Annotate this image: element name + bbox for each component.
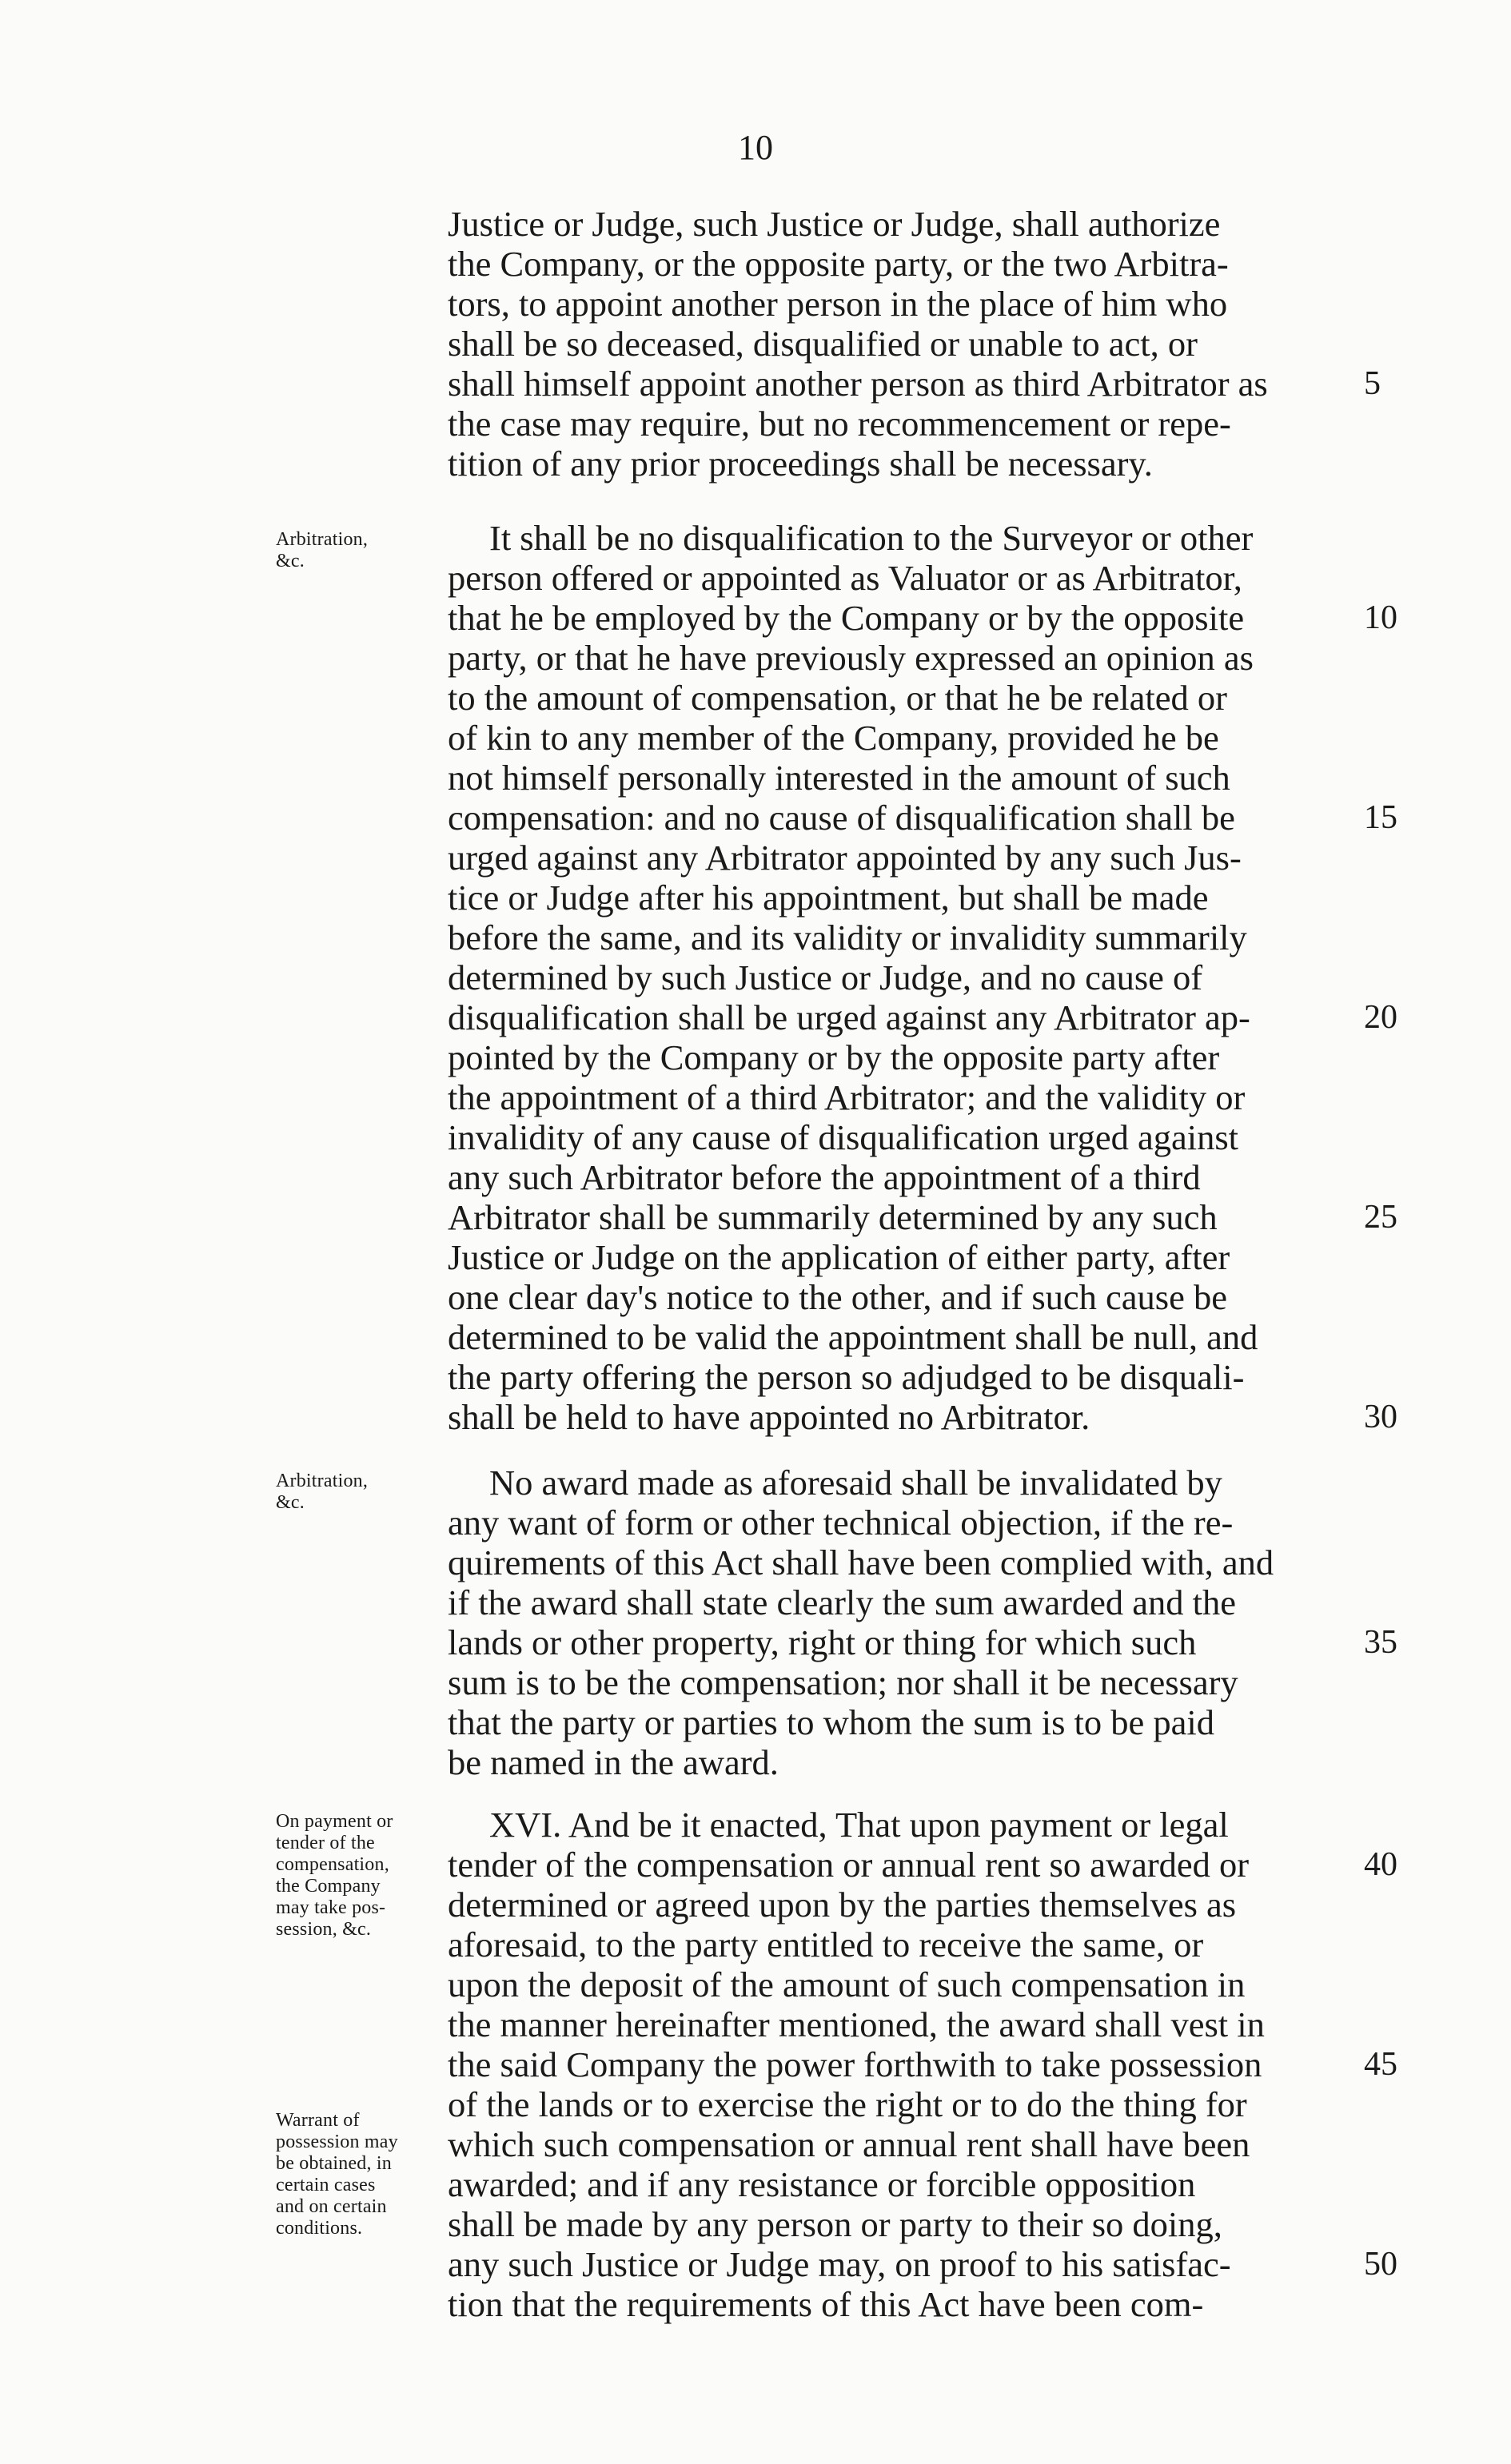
text-line: Justice or Judge on the application of either party, after <box>448 1237 1230 1277</box>
text-line: tition of any prior proceedings shall be necessary. <box>448 444 1153 484</box>
text-line: determined by such Justice or Judge, and no cause of <box>448 957 1203 997</box>
margin-note-line: Arbitration, <box>276 529 369 550</box>
text-line: XVI. And be it enacted, That upon payment or legal <box>489 1805 1229 1845</box>
text-line: awarded; and if any resistance or forcible opposition <box>448 2164 1196 2204</box>
text-line: compensation: and no cause of disqualification shall be <box>448 798 1235 838</box>
text-line: the said Company the power forthwith to take possession <box>448 2044 1262 2084</box>
text-line: sum is to be the compensation; nor shall it be necessary <box>448 1662 1238 1702</box>
text-line: one clear day's notice to the other, and if such cause be <box>448 1277 1227 1317</box>
margin-note-payment <box>276 1811 456 1941</box>
text-line: before the same, and its validity or invalidity summarily <box>448 918 1247 957</box>
text-line: determined or agreed upon by the parties themselves as <box>448 1885 1237 1925</box>
line-number: 45 <box>1364 2046 1397 2083</box>
text-line: No award made as aforesaid shall be invalidated by <box>489 1463 1222 1503</box>
page-number: 10 <box>738 128 773 167</box>
text-line: urged against any Arbitrator appointed by any such Jus- <box>448 838 1242 878</box>
margin-note-line: and on certain <box>276 2196 387 2217</box>
margin-note-line: &c. <box>276 1492 305 1513</box>
margin-note-line: compensation, <box>276 1854 389 1875</box>
line-number: 30 <box>1364 1399 1397 1435</box>
margin-note-arbitration-2 <box>276 1471 456 1514</box>
margin-note-arbitration-1 <box>276 529 456 572</box>
margin-note-warrant <box>276 2110 456 2239</box>
text-line: invalidity of any cause of disqualification urged against <box>448 1117 1239 1157</box>
text-line: upon the deposit of the amount of such compensation in <box>448 1964 1246 2004</box>
text-line: if the award shall state clearly the sum awarded and the <box>448 1582 1237 1622</box>
margin-note-line: be obtained, in <box>276 2153 392 2174</box>
line-number: 15 <box>1364 799 1397 836</box>
text-line: the party offering the person so adjudged to be disquali- <box>448 1357 1245 1397</box>
text-line: shall be made by any person or party to their so doing, <box>448 2204 1222 2244</box>
text-line: tice or Judge after his appointment, but shall be made <box>448 878 1209 918</box>
margin-note-line: tender of the <box>276 1833 375 1853</box>
text-line: tors, to appoint another person in the place of him who <box>448 284 1228 324</box>
text-line: person offered or appointed as Valuator or as Arbitrator, <box>448 558 1242 598</box>
text-line: be named in the award. <box>448 1742 779 1782</box>
text-line: the appointment of a third Arbitrator; and the validity or <box>448 1077 1246 1117</box>
margin-note-line: On payment or <box>276 1811 393 1832</box>
text-line: any such Justice or Judge may, on proof to his satisfac- <box>448 2244 1231 2284</box>
line-number: 5 <box>1364 365 1381 402</box>
text-line: quirements of this Act shall have been complied with, and <box>448 1542 1274 1582</box>
line-number: 10 <box>1364 599 1397 636</box>
line-number: 40 <box>1364 1846 1397 1883</box>
margin-note-line: conditions. <box>276 2218 363 2239</box>
text-line: tender of the compensation or annual rent so awarded or <box>448 1845 1250 1885</box>
line-number: 20 <box>1364 999 1397 1036</box>
text-line: not himself personally interested in the amount of such <box>448 758 1230 798</box>
text-line: lands or other property, right or thing for which such <box>448 1622 1197 1662</box>
text-line: which such compensation or annual rent shall have been <box>448 2124 1250 2164</box>
text-line: any want of form or other technical objection, if the re- <box>448 1503 1234 1542</box>
margin-note-line: possession may <box>276 2132 398 2152</box>
margin-note-line: Warrant of <box>276 2110 360 2131</box>
text-line: the manner hereinafter mentioned, the award shall vest in <box>448 2004 1265 2044</box>
margin-note-line: the Company <box>276 1876 381 1897</box>
line-number: 25 <box>1364 1199 1397 1236</box>
line-number: 35 <box>1364 1624 1397 1661</box>
text-line: pointed by the Company or by the opposite party after <box>448 1037 1220 1077</box>
margin-note-line: certain cases <box>276 2175 376 2195</box>
text-line: shall be so deceased, disqualified or unable to act, or <box>448 324 1198 364</box>
text-line: determined to be valid the appointment shall be null, and <box>448 1317 1258 1357</box>
text-line: Arbitrator shall be summarily determined by any such <box>448 1197 1218 1237</box>
text-line: the Company, or the opposite party, or the two Arbitra- <box>448 244 1229 284</box>
text-line: shall himself appoint another person as third Arbitrator as <box>448 364 1268 404</box>
text-line: aforesaid, to the party entitled to receive the same, or <box>448 1925 1204 1964</box>
text-line: shall be held to have appointed no Arbitrator. <box>448 1397 1090 1437</box>
text-line: the case may require, but no recommencement or repe- <box>448 404 1231 444</box>
text-line: any such Arbitrator before the appointment of a third <box>448 1157 1201 1197</box>
text-line: disqualification shall be urged against any Arbitrator ap- <box>448 997 1250 1037</box>
text-line: that he be employed by the Company or by the opposite <box>448 598 1245 638</box>
margin-note-line: &c. <box>276 551 305 571</box>
text-line: that the party or parties to whom the sum is to be paid <box>448 1702 1215 1742</box>
text-line: to the amount of compensation, or that he be related or <box>448 678 1227 718</box>
text-line: of the lands or to exercise the right or to do the thing for <box>448 2084 1247 2124</box>
text-line: It shall be no disqualification to the Surveyor or other <box>489 518 1254 558</box>
margin-note-line: session, &c. <box>276 1919 372 1940</box>
text-line: tion that the requirements of this Act have been com- <box>448 2284 1204 2324</box>
text-line: of kin to any member of the Company, provided he be <box>448 718 1219 758</box>
margin-note-line: Arbitration, <box>276 1471 369 1491</box>
line-number: 50 <box>1364 2246 1397 2283</box>
text-line: Justice or Judge, such Justice or Judge, shall authorize <box>448 204 1221 244</box>
margin-note-line: may take pos- <box>276 1897 386 1918</box>
text-line: party, or that he have previously expressed an opinion as <box>448 638 1254 678</box>
